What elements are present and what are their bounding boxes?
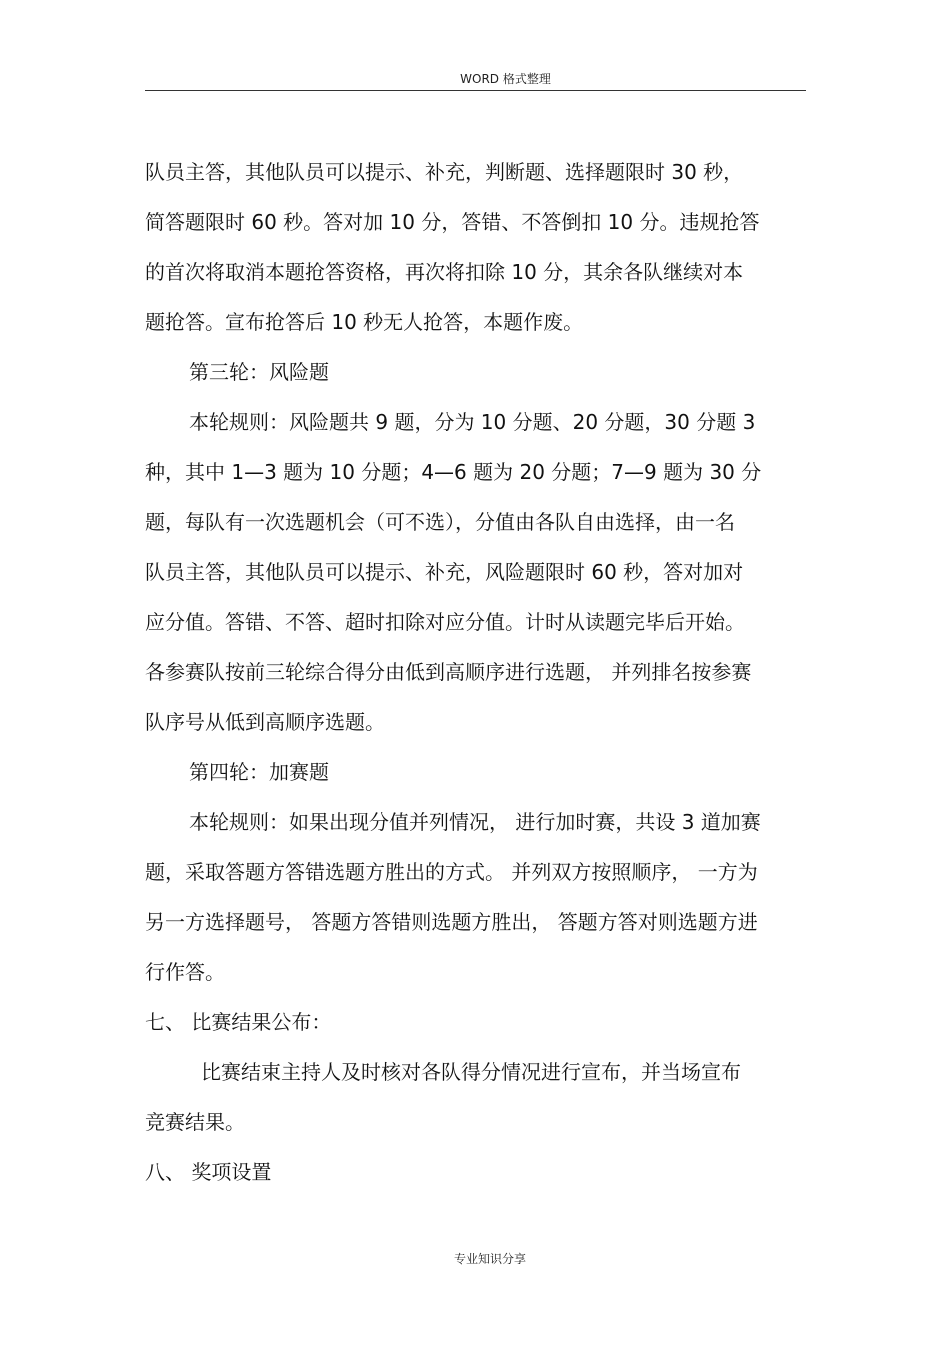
body-line: 队员主答，其他队员可以提示、补充，判断题、选择题限时 30 秒， (145, 160, 744, 184)
page-header (145, 68, 806, 91)
body-line: 竞赛结果。 (145, 1110, 245, 1134)
section-heading: 七、 比赛结果公布： (145, 1010, 332, 1034)
body-line: 另一方选择题号， 答题方答错则选题方胜出， 答题方答对则选题方进 (145, 910, 758, 934)
header-text: WORD 格式整理 (460, 72, 551, 86)
body-line: 题，采取答题方答错选题方胜出的方式。 并列双方按照顺序， 一方为 (145, 860, 758, 884)
body-line: 种，其中 1—3 题为 10 分题；4—6 题为 20 分题；7—9 题为 30 分 (145, 460, 762, 484)
body-line: 本轮规则：如果出现分值并列情况， 进行加时赛，共设 3 道加赛 (189, 810, 761, 834)
body-line: 本轮规则：风险题共 9 题，分为 10 分题、20 分题，30 分题 3 (189, 410, 756, 434)
section-heading: 八、 奖项设置 (145, 1160, 272, 1184)
body-line: 应分值。答错、不答、超时扣除对应分值。计时从读题完毕后开始。 (145, 610, 745, 634)
body-line: 行作答。 (145, 960, 225, 984)
body-line: 的首次将取消本题抢答资格，再次将扣除 10 分，其余各队继续对本 (145, 260, 744, 284)
body-line: 队员主答，其他队员可以提示、补充，风险题限时 60 秒，答对加对 (145, 560, 744, 584)
body-line: 题抢答。宣布抢答后 10 秒无人抢答，本题作废。 (145, 310, 584, 334)
body-line: 队序号从低到高顺序选题。 (145, 710, 385, 734)
body-line: 各参赛队按前三轮综合得分由低到高顺序进行选题， 并列排名按参赛 (145, 660, 752, 684)
body-line: 简答题限时 60 秒。答对加 10 分，答错、不答倒扣 10 分。违规抢答 (145, 210, 760, 234)
body-line: 比赛结束主持人及时核对各队得分情况进行宣布，并当场宣布 (201, 1060, 741, 1084)
section-heading: 第四轮：加赛题 (189, 760, 329, 784)
page-footer: 专业知识分享 (453, 1252, 526, 1266)
body-line: 题，每队有一次选题机会（可不选），分值由各队自由选择，由一名 (145, 510, 735, 534)
section-heading: 第三轮：风险题 (189, 360, 329, 384)
